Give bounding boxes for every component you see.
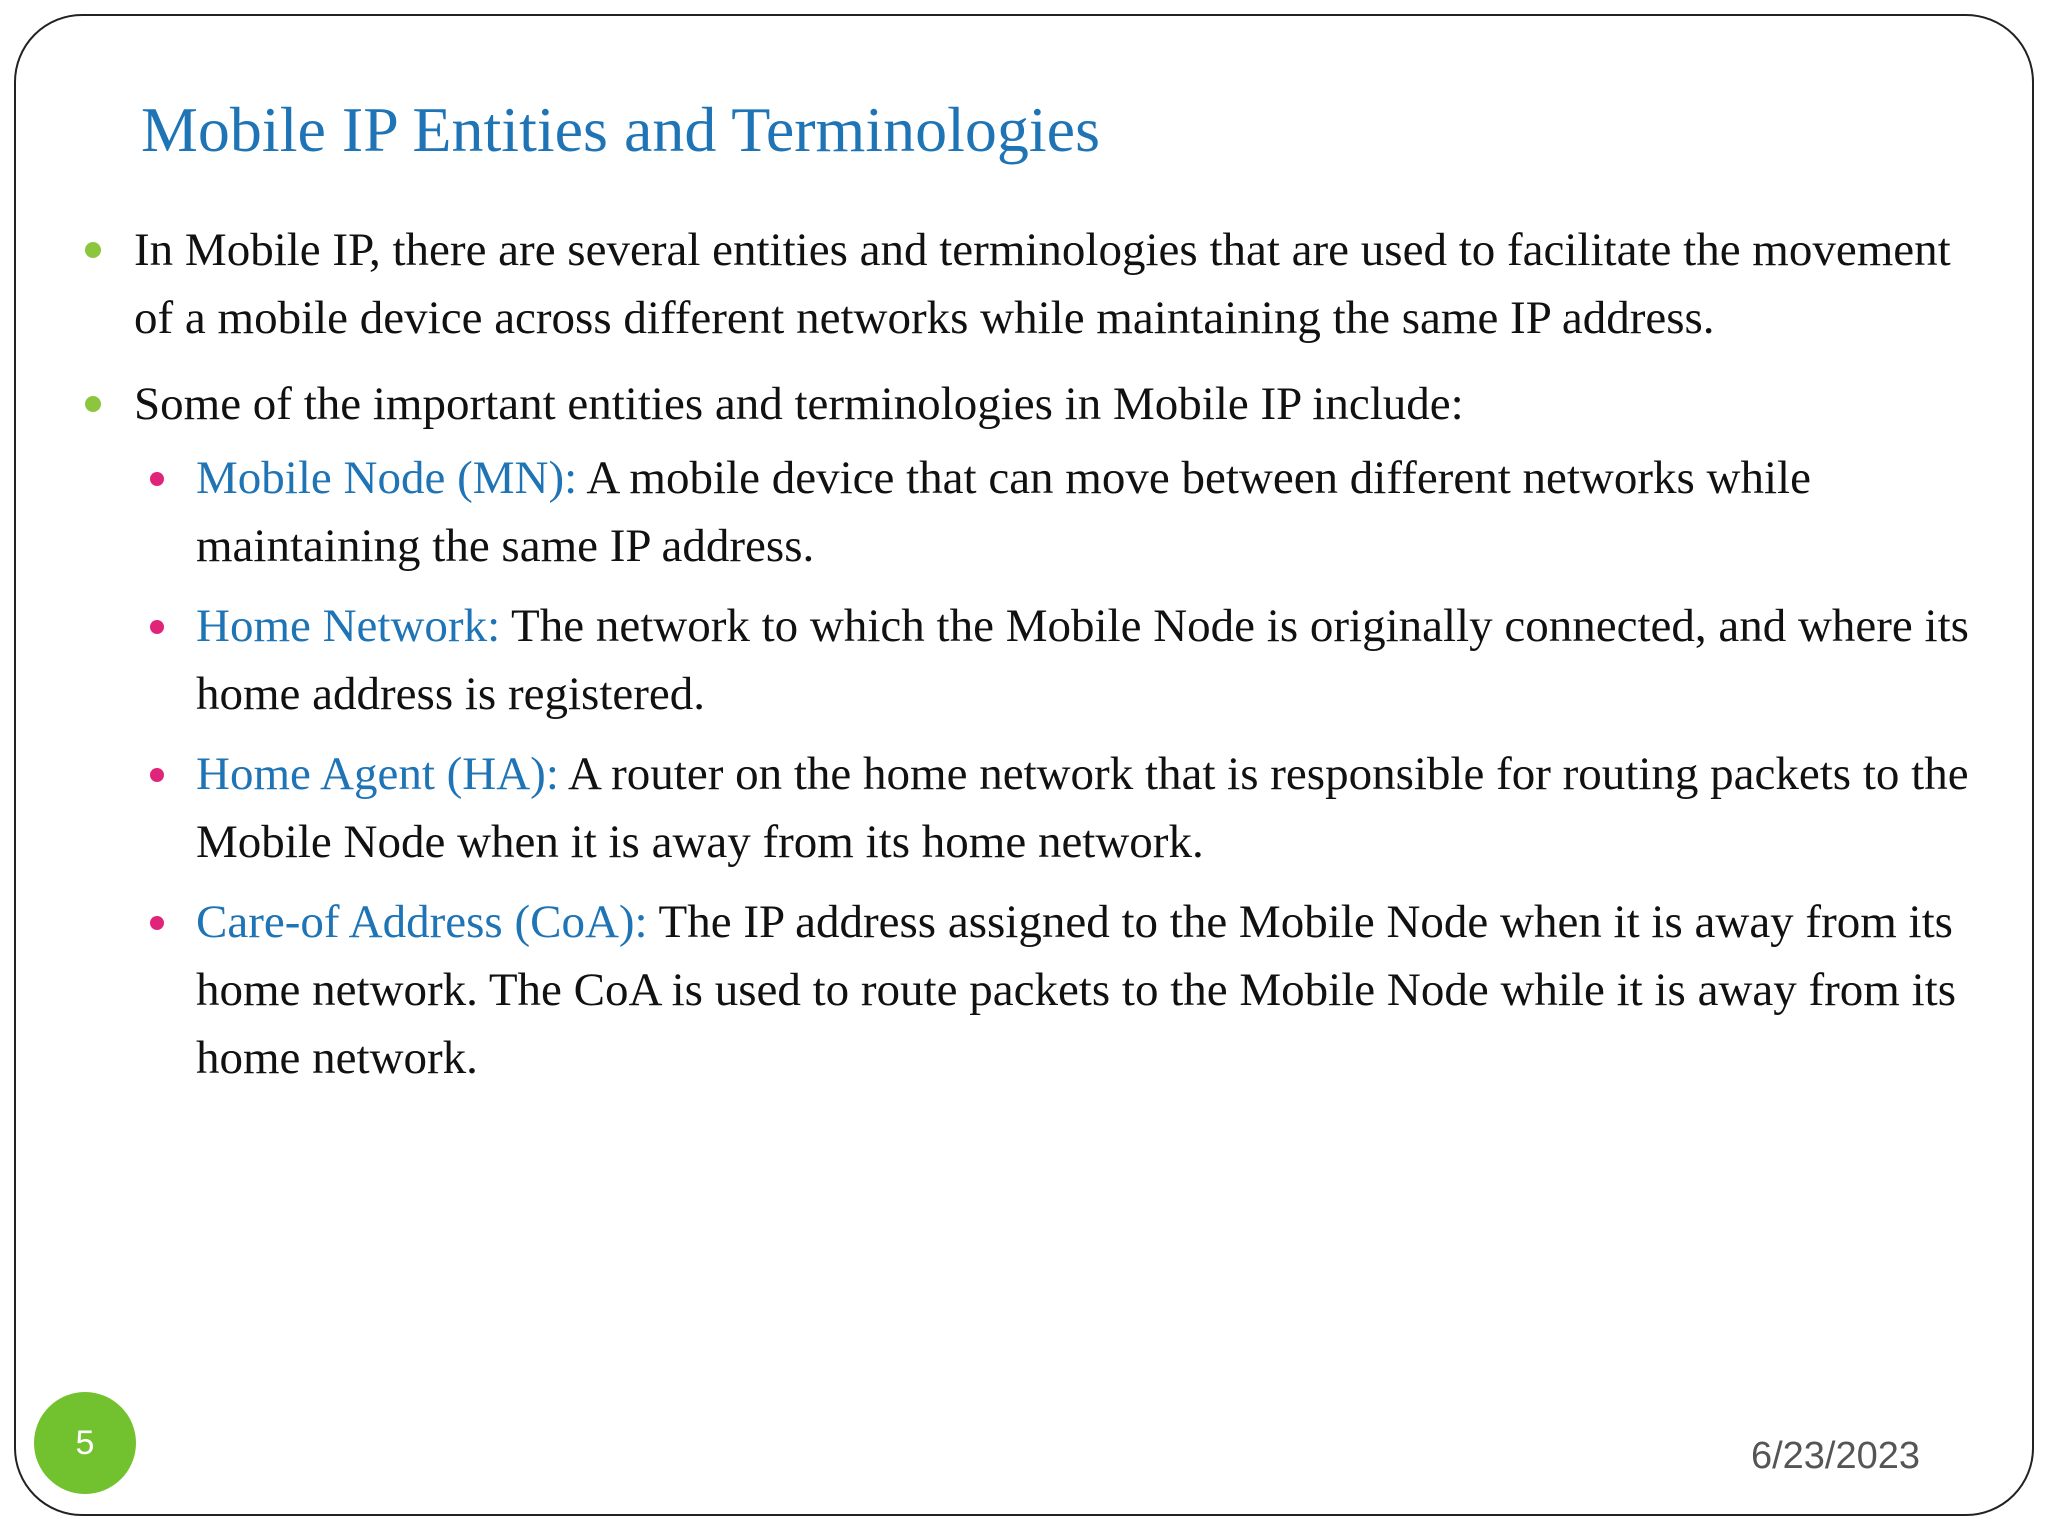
slide: [14, 14, 2034, 1516]
term-definition: A router on the home network that is responsible for routing packets to the Mobile Node when it is away from its home network.: [196, 748, 1969, 868]
bullet-entities: [134, 370, 1994, 438]
term-definition: The IP address assigned to the Mobile Node when it is away from its home network. The CoA is used to route packets to the Mobile Node while it is away from its home network.: [196, 896, 1957, 1084]
slide-body: [16, 216, 2034, 1104]
term-label: Care-of Address (CoA):: [196, 896, 648, 948]
bullet-entities-text: Some of the important entities and terminologies in Mobile IP include:: [134, 378, 1464, 430]
term-label: Mobile Node (MN):: [196, 452, 578, 504]
slide-title: Mobile IP Entities and Terminologies: [141, 94, 1100, 165]
term-definition: A mobile device that can move between different networks while maintaining the same IP address.: [196, 452, 1811, 572]
term-item-care-of-address: [196, 888, 1996, 1092]
term-label: Home Agent (HA):: [196, 748, 559, 800]
slide-date: 6/23/2023: [1750, 1435, 1920, 1477]
term-definition: The network to which the Mobile Node is originally connected, and where its home address is registered.: [196, 600, 1969, 720]
page-number-badge: 5: [34, 1392, 136, 1494]
bullet-intro: In Mobile IP, there are several entities and terminologies that are used to facilitate the movement of a mobile device across different networks while maintaining the same IP address.: [134, 216, 1994, 352]
terms-list: [16, 444, 2034, 1092]
term-item-mobile-node: [196, 444, 1996, 580]
term-label: Home Network:: [196, 600, 501, 652]
term-item-home-agent: [196, 740, 1996, 876]
term-item-home-network: [196, 592, 1996, 728]
